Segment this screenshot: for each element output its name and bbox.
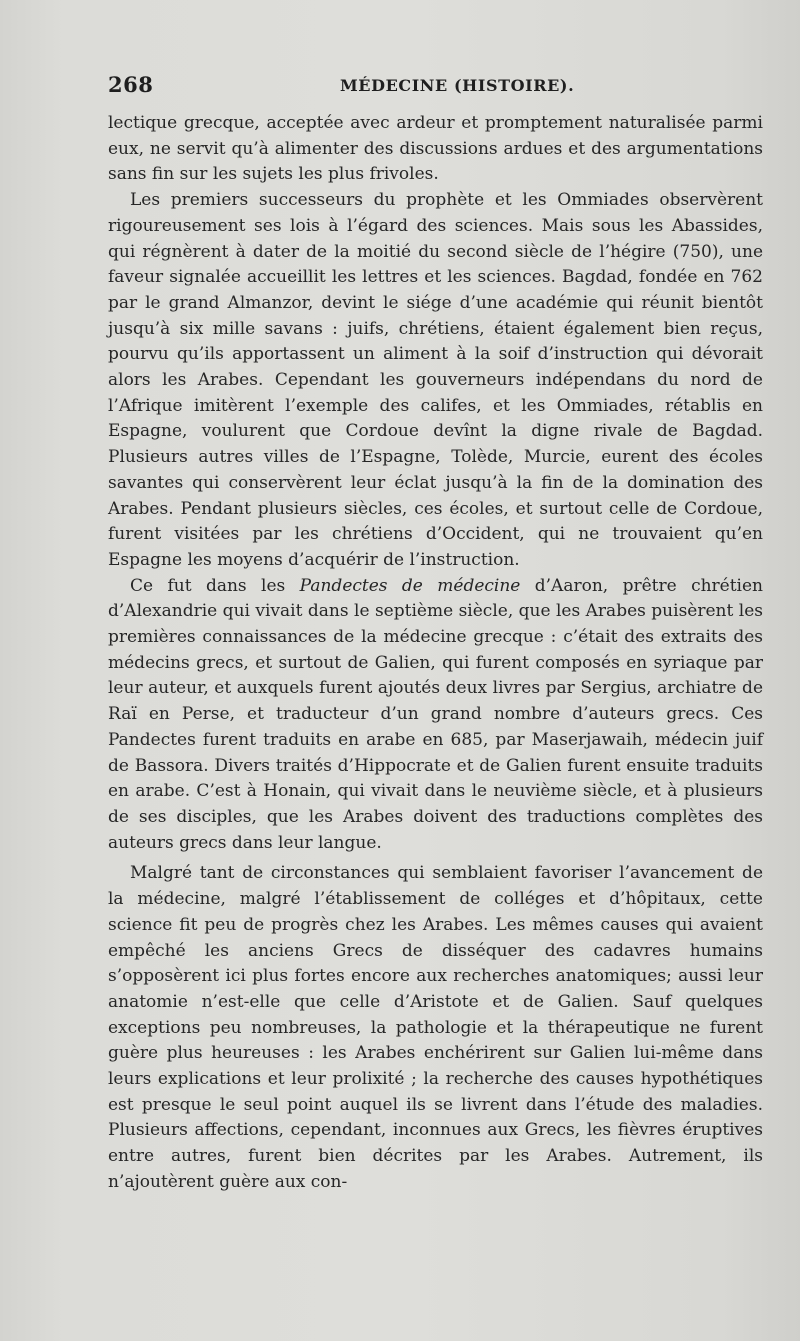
paragraph-abassides: Les premiers successeurs du prophète et les Ommiades observèrent rigoureusement ses lois à l’égard des sciences. Mais sous les Abassides, qui régnèrent à dater de la moitié du second siècle de l’hégire (750), une faveur signalée accueillit les lettres et les sciences. Bagdad, fondée en 762 par le grand Almanzor, devint le siége d’une académie qui réunit bientôt jusqu’à six mille savans : juifs, chrétiens, étaient également bien reçus, pourvu qu’ils apportassent un aliment à la soif d’instruction qui dévorait alors les Arabes. Cependant les gouverneurs indépendans du nord de l’Afrique imitèrent l’exemple des califes, et les Ommiades, rétablis en Espagne, voulurent que Cordoue devînt la digne rivale de Bagdad. Plusieurs autres villes de l’Espagne, Tolède, Murcie, eurent des écoles savantes qui conservèrent leur éclat jusqu’à la fin de la domination des Arabes. Pendant plusieurs siècles, ces écoles, et surtout celle de Cordoue, furent visitées par les chrétiens d’Occident, qui ne trouvaient qu’en Espagne les moyens d’acquérir de l’instruction. bbox=[108, 190, 763, 570]
pandectes-title: Pandectes de médecine bbox=[299, 575, 521, 596]
running-head: MÉDECINE (HISTOIRE). bbox=[340, 76, 575, 95]
paragraph-pandectes-start: Ce fut dans les bbox=[130, 575, 300, 596]
paragraph-pandectes-rest: d’Aaron, prêtre chrétien d’Alexandrie qui vivait dans le septième siècle, que les Arabes puisèrent les premières connaissances de la médecine grecque : c’était des extraits des médecins grecs, et surtout de Galien, qui furent composés en syriaque par leur auteur, et auxquels furent ajoutés deux livres par Sergius, archiatre de Raï en Perse, et traducteur d’un grand nombre d’auteurs grecs. Ces Pandectes furent traduits en arabe en 685, par Maserjawaih, médecin juif de Bassora. Divers traités d’Hippocrate et de Galien furent ensuite traduits en arabe. C’est à Honain, qui vivait dans le neuvième siècle, et à plusieurs de ses disciples, que les Arabes doivent des traductions complètes des auteurs grecs dans leur langue. bbox=[108, 575, 764, 853]
body-text bbox=[108, 111, 763, 1196]
page-number: 268 bbox=[108, 72, 154, 97]
paragraph-pandectes bbox=[108, 574, 763, 857]
page-header bbox=[108, 72, 768, 108]
paragraph-progress: Malgré tant de circonstances qui semblaient favoriser l’avancement de la médecine, malgré l’établissement de colléges et d’hôpitaux, cette science fit peu de progrès chez les Arabes. Les mêmes causes qui avaient empêché les anciens Grecs de disséquer des cadavres humains s’opposèrent ici plus fortes encore aux recherches anatomiques; aussi leur anatomie n’est-elle que celle d’Aristote et de Galien. Sauf quelques exceptions peu nombreuses, la pathologie et la thérapeutique ne furent guère plus heureuses : les Arabes enchérirent sur Galien lui-même dans leurs explications et leur prolixité ; la recherche des causes hypothétiques est presque le seul point auquel ils se livrent dans l’étude des maladies. Plusieurs affections, cependant, inconnues aux Grecs, les fièvres éruptives entre autres, furent bien décrites par les Arabes. Autrement, ils n’ajoutèrent guère aux con- bbox=[108, 863, 763, 1192]
paragraph-continuation: lectique grecque, acceptée avec ardeur et promptement naturalisée parmi eux, ne servit qu’à alimenter des discussions ardues et des argumentations sans fin sur les sujets les plus frivoles. bbox=[108, 113, 763, 185]
